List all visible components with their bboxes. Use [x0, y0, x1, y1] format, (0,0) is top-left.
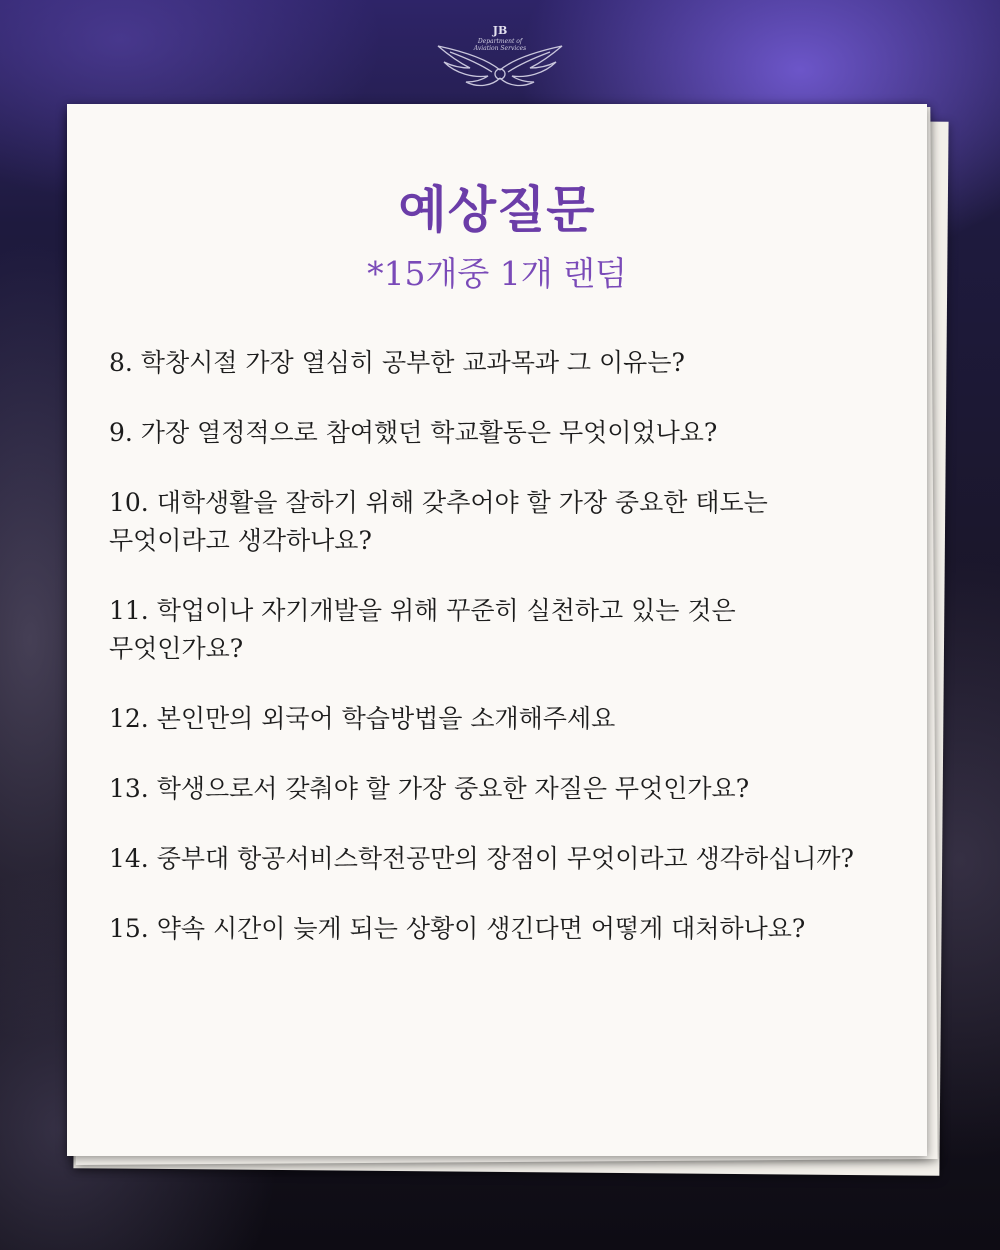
question-list [109, 344, 909, 980]
question-item: 8. 학창시절 가장 열심히 공부한 교과목과 그 이유는? [109, 348, 685, 377]
logo-line2: Aviation Services [473, 45, 527, 52]
question-item: 14. 중부대 항공서비스학전공만의 장점이 무엇이라고 생각하십니까? [109, 844, 854, 873]
question-item: 12. 본인만의 외국어 학습방법을 소개해주세요 [109, 704, 616, 733]
page-subtitle: *15개중 1개 랜덤 [367, 254, 627, 293]
winged-emblem-icon [430, 14, 570, 94]
logo-mark: JB [492, 24, 508, 37]
paper-sheet [67, 104, 927, 1156]
page-title: 예상질문 [398, 180, 596, 239]
question-item: 11. 학업이나 자기개발을 위해 꾸준히 실천하고 있는 것은 무엇인가요? [109, 596, 736, 663]
question-item: 13. 학생으로서 갖춰야 할 가장 중요한 자질은 무엇인가요? [109, 774, 750, 803]
question-item: 15. 약속 시간이 늦게 되는 상황이 생긴다면 어떻게 대처하나요? [109, 914, 806, 943]
logo-line1: Department of [477, 38, 523, 45]
question-item: 10. 대학생활을 잘하기 위해 갖추어야 할 가장 중요한 태도는 무엇이라고 생각하나요? [109, 488, 768, 555]
question-item: 9. 가장 열정적으로 참여했던 학교활동은 무엇이었나요? [109, 418, 718, 447]
